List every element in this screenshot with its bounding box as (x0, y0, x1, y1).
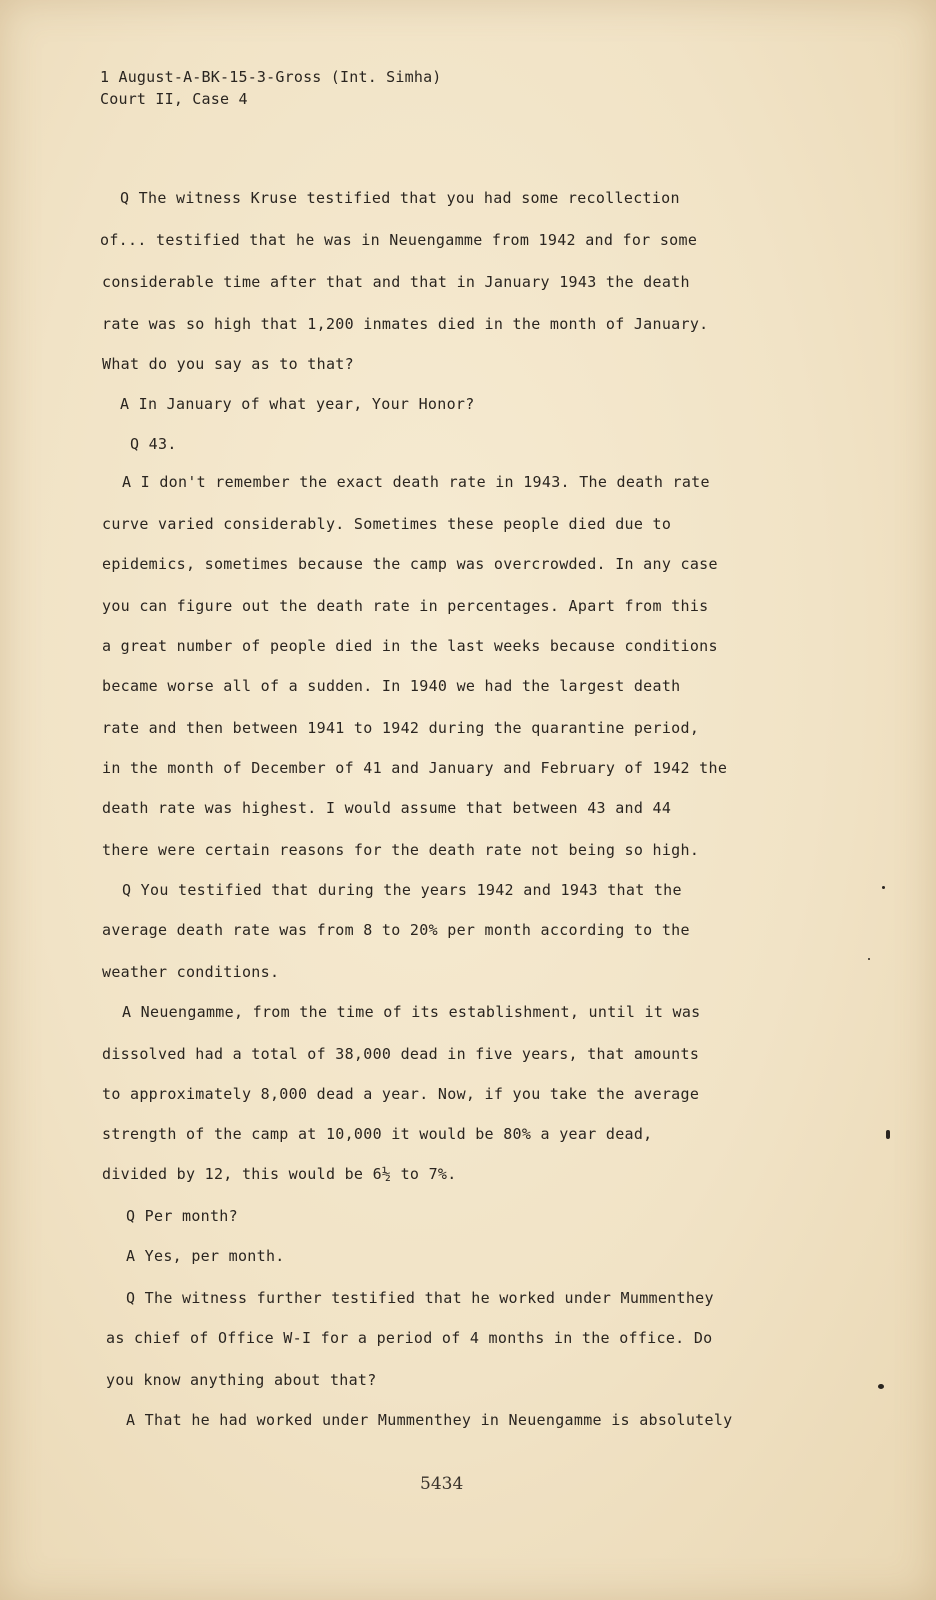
transcript-line: average death rate was from 8 to 20% per month according to the (102, 921, 690, 939)
transcript-line: Q The witness Kruse testified that you had some recollection (120, 189, 680, 207)
transcript-line: to approximately 8,000 dead a year. Now, if you take the average (102, 1085, 700, 1103)
transcript-line: of... testified that he was in Neuengamme from 1942 and for some (100, 231, 698, 249)
transcript-line: curve varied considerably. Sometimes these people died due to (102, 515, 672, 533)
ink-speck (868, 958, 870, 960)
ink-speck (886, 1130, 890, 1139)
document-header (100, 66, 442, 110)
transcript-line: weather conditions. (102, 963, 280, 981)
transcript-line: you can figure out the death rate in percentages. Apart from this (102, 597, 709, 615)
transcript-line: epidemics, sometimes because the camp was overcrowded. In any case (102, 555, 718, 573)
transcript-line: considerable time after that and that in January 1943 the death (102, 273, 690, 291)
transcript-line: A That he had worked under Mummenthey in Neuengamme is absolutely (126, 1411, 733, 1429)
transcript-line: you know anything about that? (106, 1371, 377, 1389)
ink-speck (882, 886, 885, 889)
transcript-line: A In January of what year, Your Honor? (120, 395, 475, 413)
transcript-line: A Yes, per month. (126, 1247, 285, 1265)
transcript-line: rate and then between 1941 to 1942 during the quarantine period, (102, 719, 700, 737)
transcript-line: rate was so high that 1,200 inmates died in the month of January. (102, 315, 709, 333)
transcript-line: What do you say as to that? (102, 355, 354, 373)
transcript-line: became worse all of a sudden. In 1940 we had the largest death (102, 677, 681, 695)
transcript-line: as chief of Office W-I for a period of 4 months in the office. Do (106, 1329, 713, 1347)
header-line-case-ref: 1 August-A-BK-15-3-Gross (Int. Simha) (100, 68, 442, 86)
transcript-line: a great number of people died in the last weeks because conditions (102, 637, 718, 655)
transcript-line: dissolved had a total of 38,000 dead in five years, that amounts (102, 1045, 700, 1063)
transcript-line: there were certain reasons for the death rate not being so high. (102, 841, 700, 859)
transcript-line: in the month of December of 41 and January and February of 1942 the (102, 759, 728, 777)
transcript-line: divided by 12, this would be 6½ to 7%. (102, 1165, 457, 1183)
ink-speck (878, 1384, 884, 1389)
transcript-line: death rate was highest. I would assume that between 43 and 44 (102, 799, 672, 817)
transcript-line: Q 43. (130, 435, 177, 453)
transcript-line: Q Per month? (126, 1207, 238, 1225)
transcript-line: A I don't remember the exact death rate in 1943. The death rate (122, 473, 710, 491)
header-line-court: Court II, Case 4 (100, 90, 248, 108)
transcript-line: A Neuengamme, from the time of its establishment, until it was (122, 1003, 701, 1021)
transcript-line: Q You testified that during the years 1942 and 1943 that the (122, 881, 682, 899)
transcript-line: strength of the camp at 10,000 it would be 80% a year dead, (102, 1125, 653, 1143)
transcript-line: Q The witness further testified that he worked under Mummenthey (126, 1289, 714, 1307)
page-number: 5434 (420, 1474, 464, 1494)
